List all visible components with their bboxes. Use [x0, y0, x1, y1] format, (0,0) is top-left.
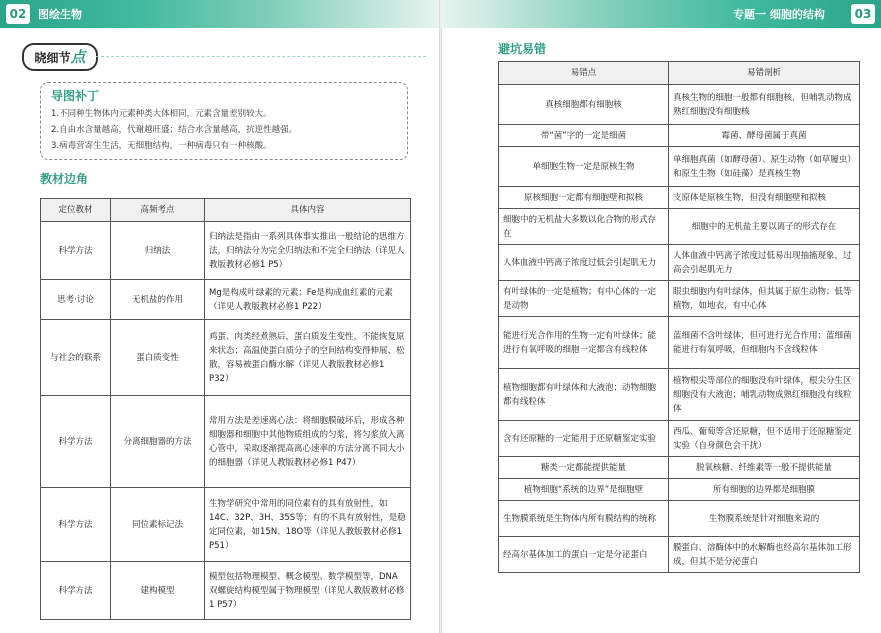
left-header-bar	[0, 0, 440, 28]
left-page	[0, 0, 440, 633]
analysis-cell: 蓝细菌不含叶绿体，但可进行光合作用；蓝细菌能进行有氧呼吸，但细胞内不含线粒体	[669, 317, 860, 369]
analysis-cell: 西瓜、葡萄等含还原糖，但不适用于还原糖鉴定实验（自身颜色会干扰）	[669, 421, 860, 457]
error-cell: 生物膜系统是生物体内所有膜结构的统称	[499, 501, 669, 537]
content-cell: 模型包括物理模型、概念模型、数学模型等，DNA双螺旋结构模型属于物理模型（详见人教版教材必修1 P57）	[205, 562, 411, 620]
error-cell: 真核细胞都有细胞核	[499, 85, 669, 125]
analysis-cell: 所有细胞的边界都是细胞膜	[669, 479, 860, 501]
table-header-row	[41, 199, 411, 222]
page-number-left: 02	[6, 4, 30, 24]
error-cell: 带“菌”字的一定是细菌	[499, 125, 669, 147]
column-header: 高频考点	[111, 199, 205, 222]
right-page	[441, 0, 881, 633]
left-header-title: 图绘生物	[38, 8, 82, 21]
table-row	[499, 187, 860, 209]
column-header: 具体内容	[205, 199, 411, 222]
table-row	[499, 479, 860, 501]
error-cell: 糖类一定都能提供能量	[499, 457, 669, 479]
detail-badge	[22, 43, 98, 71]
content-cell: 生物学研究中常用的同位素有的具有放射性，如14C、32P、3H、35S等；有的不具有放射性，是稳定同位素，如15N、18O等（详见人教版教材必修1 P51）	[205, 488, 411, 562]
error-cell: 细胞中的无机盐大多数以化合物的形式存在	[499, 209, 669, 245]
column-header: 易错剖析	[669, 62, 860, 85]
textbook-table	[40, 198, 411, 620]
analysis-cell: 真核生物的细胞一般都有细胞核，但哺乳动物成熟红细胞没有细胞核	[669, 85, 860, 125]
analysis-cell: 霉菌、酵母菌属于真菌	[669, 125, 860, 147]
badge-text: 晓细节	[34, 51, 71, 65]
guide-item: 3.病毒营寄生生活，无细胞结构，一种病毒只有一种核酸。	[51, 141, 272, 151]
analysis-cell: 生物膜系统是针对细胞来说的	[669, 501, 860, 537]
table-row	[499, 85, 860, 125]
error-cell: 单细胞生物一定是原核生物	[499, 147, 669, 187]
book-cell: 与社会的联系	[41, 320, 111, 396]
error-cell: 人体血液中钙离子浓度过低会引起肌无力	[499, 245, 669, 281]
content-cell: 常用方法是差速离心法：将细胞膜破坏后，形成各种细胞器和细胞中其他物质组成的匀浆，将匀浆放入离心管中，采取逐渐提高离心速率的方法分离不同大小的细胞器（详见人教版教材必修1 P47）	[205, 396, 411, 488]
table-row	[41, 488, 411, 562]
table-row	[499, 125, 860, 147]
analysis-cell: 人体血液中钙离子浓度过低易出现抽搐现象，过高会引起肌无力	[669, 245, 860, 281]
table-row	[41, 320, 411, 396]
column-header: 定位教材	[41, 199, 111, 222]
table-row	[499, 537, 860, 573]
analysis-cell: 脱氧核糖、纤维素等一般不提供能量	[669, 457, 860, 479]
section-title-textbook: 教材边角	[40, 172, 89, 186]
point-cell: 蛋白质变性	[111, 320, 205, 396]
content-cell: 归纳法是指由一系列具体事实推出一般结论的思维方法，归纳法分为完全归纳法和不完全归纳法（详见人教版教材必修1 P5）	[205, 222, 411, 280]
book-cell: 科学方法	[41, 222, 111, 280]
table-row	[499, 421, 860, 457]
table-row	[41, 222, 411, 280]
table-row	[499, 317, 860, 369]
book-cell: 科学方法	[41, 396, 111, 488]
table-row	[499, 245, 860, 281]
section-title-pitfalls: 避坑易错	[498, 42, 547, 56]
table-header-row	[499, 62, 860, 85]
book-cell: 思考·讨论	[41, 280, 111, 320]
error-cell: 植物细胞都有叶绿体和大液泡；动物细胞都有线粒体	[499, 369, 669, 421]
table-row	[499, 501, 860, 537]
error-cell: 经高尔基体加工的蛋白一定是分泌蛋白	[499, 537, 669, 573]
guide-title: 导图补丁	[51, 89, 100, 103]
book-cell: 科学方法	[41, 562, 111, 620]
content-cell: 鸡蛋、肉类经煮熟后，蛋白质发生变性，不能恢复原来状态；高温使蛋白质分子的空间结构变得伸展、松散，容易被蛋白酶水解（详见人教版教材必修1 P32）	[205, 320, 411, 396]
point-cell: 无机盐的作用	[111, 280, 205, 320]
error-cell: 含有还原糖的一定能用于还原糖鉴定实验	[499, 421, 669, 457]
page-number-right: 03	[851, 4, 875, 24]
error-cell: 原核细胞一定都有细胞壁和拟核	[499, 187, 669, 209]
content-cell: Mg是构成叶绿素的元素；Fe是构成血红素的元素（详见人教版教材必修1 P22）	[205, 280, 411, 320]
guide-item: 1.不同种生物体内元素种类大体相同，元素含量差别较大。	[51, 109, 272, 119]
table-row	[499, 209, 860, 245]
table-row	[499, 457, 860, 479]
table-row	[41, 280, 411, 320]
table-row	[499, 281, 860, 317]
point-cell: 同位素标记法	[111, 488, 205, 562]
guide-box	[40, 82, 408, 160]
analysis-cell: 单细胞真菌（如酵母菌）、原生动物（如草履虫）和原生生物（如硅藻）是真核生物	[669, 147, 860, 187]
right-header-bar	[441, 0, 881, 28]
analysis-cell: 细胞中的无机盐主要以离子的形式存在	[669, 209, 860, 245]
analysis-cell: 支原体是原核生物，但没有细胞壁和拟核	[669, 187, 860, 209]
guide-item: 2.自由水含量越高，代谢越旺盛；结合水含量越高，抗逆性越强。	[51, 125, 298, 135]
error-cell: 有叶绿体的一定是植物；有中心体的一定是动物	[499, 281, 669, 317]
table-row	[41, 396, 411, 488]
badge-divider	[96, 56, 426, 57]
column-header: 易错点	[499, 62, 669, 85]
analysis-cell: 植物根尖等部位的细胞没有叶绿体，根尖分生区细胞没有大液泡；哺乳动物成熟红细胞没有线粒体	[669, 369, 860, 421]
analysis-cell: 膜蛋白、溶酶体中的水解酶也经高尔基体加工形成，但其不是分泌蛋白	[669, 537, 860, 573]
point-cell: 建构模型	[111, 562, 205, 620]
point-cell: 分离细胞器的方法	[111, 396, 205, 488]
pitfalls-table	[498, 61, 860, 573]
table-row	[499, 147, 860, 187]
badge-accent: 点	[70, 48, 86, 66]
error-cell: 植物细胞“系统的边界”是细胞壁	[499, 479, 669, 501]
point-cell: 归纳法	[111, 222, 205, 280]
table-row	[41, 562, 411, 620]
book-cell: 科学方法	[41, 488, 111, 562]
table-row	[499, 369, 860, 421]
right-header-title: 专题一 细胞的结构	[733, 8, 825, 21]
error-cell: 能进行光合作用的生物一定有叶绿体；能进行有氧呼吸的细胞一定都含有线粒体	[499, 317, 669, 369]
analysis-cell: 眼虫细胞内有叶绿体，但其属于原生动物；低等植物，如地衣，有中心体	[669, 281, 860, 317]
